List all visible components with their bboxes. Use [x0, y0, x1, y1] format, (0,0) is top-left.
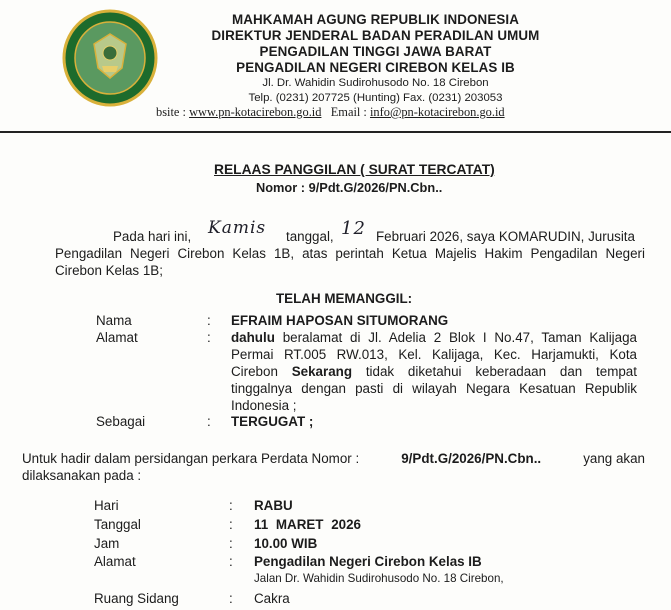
website-label: bsite : [156, 105, 186, 119]
hearing-location: Pengadilan Negeri Cirebon Kelas IB [254, 554, 482, 569]
colon: : [229, 536, 233, 551]
colon: : [229, 517, 233, 532]
case-number: 9/Pdt.G/2026/PN.Cbn.. [401, 451, 542, 466]
colon: : [229, 554, 233, 569]
tanggal-label: Tanggal [94, 517, 141, 532]
email-link[interactable]: info@pn-kotacirebon.go.id [369, 105, 505, 119]
party-address-line-1-rest: beralamat di Jl. Adelia 2 Blok I No.47, Taman Kalijaga [282, 330, 637, 345]
hari-label: Hari [94, 498, 119, 513]
handwritten-day: Kamis [208, 218, 267, 238]
hearing-time: 10.00 WIB [254, 536, 318, 551]
hearing-day: RABU [254, 498, 293, 513]
header-line-3: PENGADILAN TINGGI JAWA BARAT [259, 44, 492, 59]
colon: : [207, 330, 211, 345]
alamat-label: Alamat [96, 330, 138, 345]
untuk-line-2: dilaksanakan pada : [22, 468, 142, 483]
hearing-location-address: Jalan Dr. Wahidin Sudirohusodo No. 18 Cirebon, [254, 572, 504, 585]
colon: : [207, 414, 211, 429]
party-address-line-1 [231, 330, 637, 345]
header-divider [0, 131, 671, 133]
website-link[interactable]: www.pn-kotacirebon.go.id [189, 105, 322, 119]
colon: : [207, 313, 211, 328]
email-label: Email : [330, 105, 367, 119]
sebagai-label: Sebagai [96, 414, 146, 429]
party-address-line-3-rest: tidak diketahui keberadaan dan tempat [365, 364, 637, 379]
intro-line-1-rest: Februari 2026, saya KOMARUDIN, Jurusita [376, 229, 635, 244]
jam-label: Jam [94, 536, 120, 551]
header-line-2: DIREKTUR JENDERAL BADAN PERADILAN UMUM [211, 28, 540, 43]
ruang-label: Ruang Sidang [94, 591, 179, 606]
dahulu-label: dahulu [231, 330, 275, 345]
party-address-line-2: Permai RT.005 RW.013, Kel. Kalijaga, Kec. Harjamukti, Kota [231, 347, 637, 362]
handwritten-date: 12 [341, 218, 366, 239]
intro-line-3: Cirebon Kelas 1B; [55, 263, 163, 278]
intro-tanggal: tanggal, [286, 229, 334, 244]
hearing-room: Cakra [254, 591, 290, 606]
sekarang-label: Sekarang [291, 364, 353, 379]
untuk-line-1 [22, 451, 645, 466]
untuk-text: Untuk hadir dalam persidangan perkara Perdata Nomor : [22, 451, 360, 466]
party-address-line-4: tinggalnya dengan pasti di wilayah Negara Kesatuan Republik [231, 381, 637, 396]
doc-number: Nomor : 9/Pdt.G/2026/PN.Cbn.. [256, 180, 443, 195]
intro-line-2: Pengadilan Negeri Cirebon Kelas 1B, atas perintah Ketua Majelis Hakim Pengadilan Negeri [55, 246, 645, 261]
alamat-sidang-label: Alamat [94, 554, 136, 569]
untuk-text-end: yang akan [583, 451, 645, 466]
party-name: EFRAIM HAPOSAN SITUMORANG [231, 313, 449, 328]
colon: : [229, 591, 233, 606]
party-address-line-3 [231, 364, 637, 379]
telah-memanggil: TELAH MEMANGGIL: [276, 291, 413, 306]
nama-label: Nama [96, 313, 132, 328]
colon: : [229, 498, 233, 513]
header-line-4: PENGADILAN NEGERI CIREBON KELAS IB [236, 60, 515, 75]
doc-title: RELAAS PANGGILAN ( SURAT TERCATAT) [214, 162, 495, 177]
intro-prefix: Pada hari ini, [113, 229, 192, 244]
hearing-date: 11 MARET 2026 [254, 517, 361, 532]
header-address: Jl. Dr. Wahidin Sudirohusodo No. 18 Cirebon [262, 77, 489, 89]
party-role: TERGUGAT ; [231, 414, 314, 429]
header-line-1: MAHKAMAH AGUNG REPUBLIK INDONESIA [232, 12, 519, 27]
header-contact [156, 105, 505, 120]
party-address-line-5: Indonesia ; [231, 398, 297, 413]
party-address-city: Cirebon [231, 364, 278, 379]
header-phone: Telp. (0231) 207725 (Hunting) Fax. (0231) 203053 [248, 92, 503, 104]
